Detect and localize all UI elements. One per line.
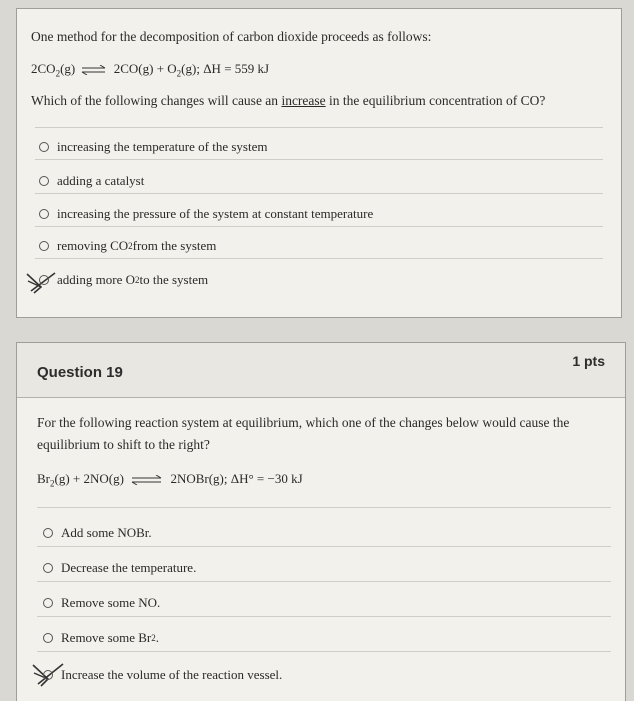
q19-prompt-line1: For the following reaction system at equilibrium, which one of the changes below would cause the bbox=[37, 415, 570, 430]
q19-equation: $Br_2(g) + 2NO(g)$ 2NOBr(g); ΔH° = −30 kJ bbox=[37, 471, 303, 489]
q18-prompt: Which of the following changes will cause an increase in the equilibrium concentration of CO? bbox=[31, 93, 546, 108]
radio-button[interactable] bbox=[39, 142, 49, 152]
equilibrium-arrow-icon bbox=[81, 65, 107, 75]
radio-button[interactable] bbox=[43, 633, 53, 643]
radio-button[interactable] bbox=[39, 275, 49, 285]
q19-prompt-line2: equilibrium to shift to the right? bbox=[37, 437, 210, 452]
radio-button[interactable] bbox=[43, 528, 53, 538]
q19-answer-5[interactable]: Increase the volume of the reaction vessel. bbox=[43, 667, 282, 683]
q19-answer-2[interactable]: Decrease the temperature. bbox=[43, 560, 196, 576]
question-points: 1 pts bbox=[572, 353, 605, 369]
divider bbox=[37, 651, 611, 652]
divider bbox=[37, 507, 611, 508]
question-title: Question 19 bbox=[37, 364, 123, 381]
divider bbox=[35, 159, 603, 160]
divider bbox=[35, 193, 603, 194]
divider bbox=[35, 127, 603, 128]
divider bbox=[37, 616, 611, 617]
q19-answer-1[interactable]: Add some NOBr. bbox=[43, 525, 152, 541]
divider bbox=[35, 226, 603, 227]
divider bbox=[35, 258, 603, 259]
equilibrium-arrow-icon bbox=[131, 475, 163, 485]
divider bbox=[37, 581, 611, 582]
radio-button[interactable] bbox=[39, 176, 49, 186]
question-header bbox=[17, 343, 625, 398]
q18-answer-2[interactable]: adding a catalyst bbox=[39, 173, 144, 189]
radio-button[interactable] bbox=[39, 209, 49, 219]
radio-button[interactable] bbox=[43, 563, 53, 573]
radio-button[interactable] bbox=[39, 241, 49, 251]
q18-equation: $2CO_2(g) 2CO(g) + O_2(g)$; ΔH = 559 kJ bbox=[31, 61, 270, 79]
radio-button[interactable] bbox=[43, 598, 53, 608]
q18-intro: One method for the decomposition of carbon dioxide proceeds as follows: bbox=[31, 29, 432, 44]
q18-answer-4[interactable]: removing CO 2 from the system bbox=[39, 238, 216, 254]
divider bbox=[37, 546, 611, 547]
question-18-card bbox=[16, 8, 622, 318]
q18-answer-5[interactable]: adding more O 2 to the system bbox=[39, 272, 208, 288]
q18-answer-1[interactable]: increasing the temperature of the system bbox=[39, 139, 267, 155]
q18-answer-3[interactable]: increasing the pressure of the system at constant temperature bbox=[39, 206, 373, 222]
radio-button[interactable] bbox=[43, 670, 53, 680]
q19-answer-3[interactable]: Remove some NO. bbox=[43, 595, 160, 611]
question-19-card bbox=[16, 342, 626, 701]
q19-answer-4[interactable]: Remove some Br 2 . bbox=[43, 630, 159, 646]
